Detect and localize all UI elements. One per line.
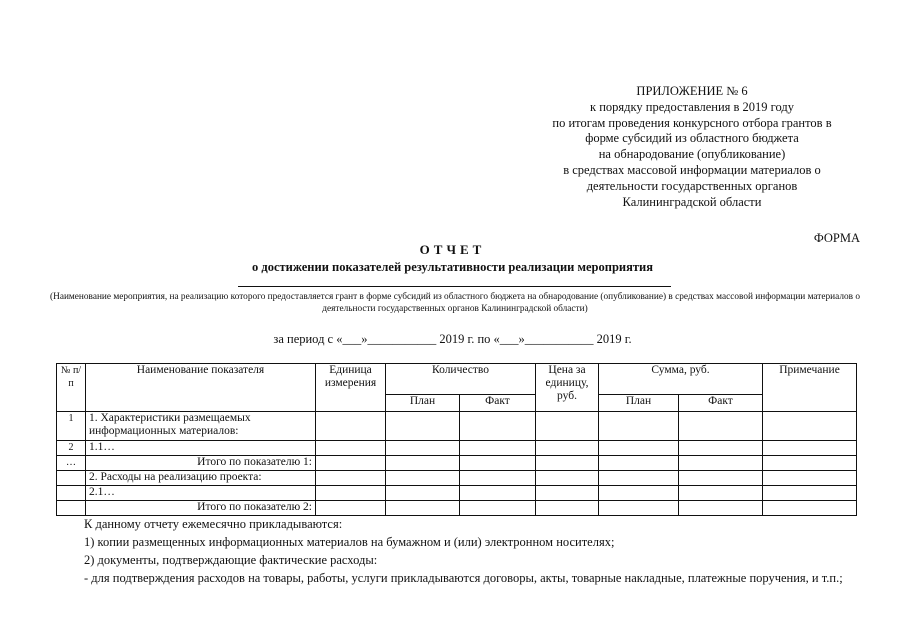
event-name-blank-line: [238, 286, 671, 287]
row-name: 2.1…: [86, 486, 316, 501]
appendix-line: в средствах массовой информации материалов о: [563, 162, 821, 177]
table-row: [57, 501, 857, 516]
appendix-line: на обнародование (опубликование): [598, 147, 786, 162]
attachments-text: [52, 515, 862, 587]
header-num: № п/п: [57, 364, 86, 412]
appendix-title: ПРИЛОЖЕНИЕ № 6: [636, 84, 748, 98]
table-row: [57, 441, 857, 456]
appendix-line: к порядку предоставления в 2019 году: [590, 99, 794, 114]
event-name-caption: (Наименование мероприятия, на реализацию которого предоставляется грант в форме субсидий из областного бюджета на обнародование (опубликование) в средствах массовой информации материалов о деятельности государственных органов Калининградской области): [50, 292, 860, 314]
attachment-item-2: 2) документы, подтверждающие фактические расходы:: [84, 553, 378, 567]
row-num: …: [57, 456, 86, 471]
header-sum-fact: Факт: [679, 395, 763, 412]
header-quantity-fact: Факт: [460, 395, 536, 412]
appendix-line: форме субсидий из областного бюджета: [585, 131, 799, 146]
header-remark: Примечание: [763, 364, 857, 412]
row-name: 1.1…: [86, 441, 316, 456]
row-name: Итого по показателю 1:: [86, 456, 316, 471]
row-name: Итого по показателю 2:: [86, 501, 316, 516]
header-unit: Единица измерения: [316, 364, 386, 412]
row-name: 2. Расходы на реализацию проекта:: [86, 471, 316, 486]
appendix-line: Калининградской области: [622, 194, 762, 209]
table-row: [57, 456, 857, 471]
header-quantity-plan: План: [386, 395, 460, 412]
table-row: [57, 486, 857, 501]
header-unit-price: Цена за единицу, руб.: [536, 364, 599, 412]
row-num: 1: [57, 412, 86, 441]
row-num: [57, 501, 86, 516]
header-quantity: Количество: [386, 364, 536, 395]
row-num: 2: [57, 441, 86, 456]
appendix-line: по итогам проведения конкурсного отбора грантов в: [552, 115, 832, 130]
appendix-line: деятельности государственных органов: [586, 178, 798, 193]
table-row: [57, 412, 857, 441]
report-title: ОТЧЕТ: [419, 242, 486, 257]
row-num: [57, 471, 86, 486]
report-period: за период с «___»___________ 2019 г. по «___»___________ 2019 г.: [273, 332, 632, 346]
attachment-item-1: 1) копии размещенных информационных материалов на бумажном и (или) электронном носителях;: [84, 535, 615, 549]
attachment-item-3: - для подтверждения расходов на товары, работы, услуги прикладываются договоры, акты, товарные накладные, платежные поручения, и т.п.;: [84, 571, 843, 585]
appendix-header: [520, 84, 864, 210]
indicators-table: [56, 363, 857, 516]
row-num: [57, 486, 86, 501]
row-name: 1. Характеристики размещаемых информационных материалов:: [86, 412, 316, 441]
attachments-intro: К данному отчету ежемесячно прикладываются:: [84, 517, 343, 531]
table-row: [57, 471, 857, 486]
header-sum-plan: План: [599, 395, 679, 412]
header-indicator-name: Наименование показателя: [86, 364, 316, 412]
header-sum: Сумма, руб.: [599, 364, 763, 395]
report-subtitle: о достижении показателей результативности реализации мероприятия: [252, 260, 653, 274]
form-label: ФОРМА: [813, 231, 860, 245]
